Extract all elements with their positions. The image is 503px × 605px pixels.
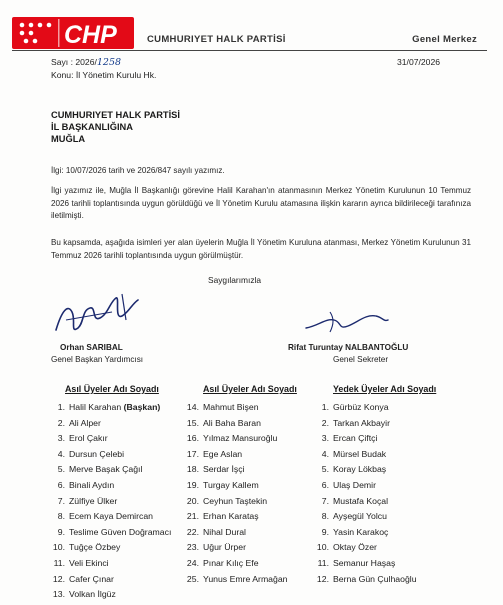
member-row: [46, 449, 171, 465]
signatory-2-title: Genel Sekreter: [333, 355, 389, 364]
member-row: [310, 402, 417, 418]
member-row: [180, 527, 288, 543]
member-name: Teslime Güven Doğramacı: [69, 526, 172, 537]
member-name: Cafer Çınar: [69, 573, 114, 584]
member-name: Ali Alper: [69, 417, 101, 428]
member-row: [180, 433, 288, 449]
member-number: 17.: [186, 448, 199, 459]
paragraph-1: İlgi yazımız ile, Muğla İl Başkanlığı görevine Halil Karahan'ın atanmasının Merkez Yönetim Kurulunun 10 Temmuz 2026 tarihli toplantısında uygun görüldüğü ve İl Yönetim Kurulu atamasına ilişkin kararın ayrıca bildirileceği tarafınıza iletilmişti.: [51, 186, 471, 220]
member-name: Ayşegül Yolcu: [333, 511, 387, 522]
member-name: Veli Ekinci: [69, 557, 109, 568]
member-row: [46, 574, 171, 590]
member-number: 7.: [321, 495, 329, 506]
member-row: [46, 480, 171, 496]
member-number: 23.: [186, 542, 199, 553]
member-number: 6.: [57, 479, 65, 490]
member-number: 1.: [321, 402, 329, 412]
member-row: [46, 527, 171, 543]
member-name: Semanur Haşaş: [333, 557, 396, 568]
member-number: 1.: [57, 402, 65, 412]
member-list-substitute: [310, 402, 417, 589]
member-name: Binali Aydın: [69, 479, 115, 490]
member-name: Ceyhun Taştekin: [203, 495, 268, 506]
member-number: 3.: [57, 433, 65, 444]
member-name: Erhan Karataş: [203, 511, 259, 522]
member-row: [46, 433, 171, 449]
member-name: Ercan Çiftçi: [333, 433, 378, 444]
member-row: [46, 511, 171, 527]
list-heading-substitute: Yedek Üyeler Adı Soyadı: [333, 384, 437, 394]
member-number: 16.: [186, 433, 199, 444]
member-number: 12.: [52, 573, 65, 584]
member-name: Dursun Çelebi: [69, 448, 125, 459]
member-row: [180, 449, 288, 465]
member-number: 11.: [317, 557, 329, 568]
member-name: Pınar Kılıç Efe: [203, 557, 259, 568]
member-number: 8.: [321, 511, 329, 522]
member-row: [310, 449, 417, 465]
member-row: [46, 558, 171, 574]
member-name: Mürsel Budak: [333, 448, 387, 459]
member-number: 11.: [53, 557, 65, 568]
document-date: 31/07/2026: [397, 57, 441, 67]
member-name: Tarkan Akbayir: [333, 417, 390, 428]
member-number: 22.: [186, 526, 199, 537]
member-name: Erol Çakır: [69, 433, 108, 444]
member-row: [46, 542, 171, 558]
chp-logo: [12, 16, 134, 50]
member-row: [310, 574, 417, 590]
header-divider: [12, 50, 487, 51]
member-row: [310, 511, 417, 527]
member-number: 7.: [57, 495, 65, 506]
header-party-name: CUMHURIYET HALK PARTİSİ: [147, 34, 286, 45]
member-list-primary-2: [180, 402, 288, 589]
member-number: 18.: [186, 464, 199, 475]
member-row: [180, 558, 288, 574]
member-name: Merve Başak Çağıl: [69, 464, 143, 475]
member-name: Yasin Karakoç: [333, 526, 389, 537]
member-number: 25.: [186, 573, 199, 584]
member-name: Zülfiye Ülker: [69, 495, 118, 506]
signatory-2-name: Rifat Turuntay NALBANTOĞLU: [288, 343, 409, 352]
subject-line: Konu: İl Yönetim Kurulu Hk.: [51, 70, 157, 80]
member-number: 12.: [316, 573, 329, 584]
member-number: 9.: [321, 526, 329, 537]
closing-text: Saygılarımızla: [208, 275, 262, 285]
member-name: Serdar İşçi: [203, 464, 245, 475]
member-name: Oktay Özer: [333, 542, 377, 553]
signatory-1-title: Genel Başkan Yardımcısı: [51, 355, 144, 364]
member-name: Ege Aslan: [203, 448, 243, 459]
member-number: 4.: [57, 448, 65, 459]
member-number: 15.: [186, 417, 199, 428]
signature-left-image: [52, 290, 142, 342]
member-number: 20.: [186, 495, 199, 506]
member-name: Yılmaz Mansuroğlu: [203, 433, 278, 444]
member-row: [310, 558, 417, 574]
reference-number: [51, 57, 121, 68]
member-row: [310, 464, 417, 480]
member-name: Ecem Kaya Demircan: [69, 511, 154, 522]
member-name: Ali Baha Baran: [203, 417, 261, 428]
member-number: 14.: [186, 402, 199, 412]
logo-text: CHP: [64, 21, 117, 49]
member-row: [46, 418, 171, 434]
member-list-primary-1: [46, 402, 171, 605]
member-name: Uğur Ürper: [203, 542, 246, 553]
signature-right-image: [300, 300, 390, 340]
member-number: 3.: [321, 433, 329, 444]
member-row: [180, 511, 288, 527]
member-number: 8.: [57, 511, 65, 522]
list-heading-primary-2: Asıl Üyeler Adı Soyadı: [203, 384, 297, 394]
member-number: 10.: [52, 542, 65, 553]
member-number: 10.: [316, 542, 329, 553]
member-row: [180, 574, 288, 590]
member-name: Volkan İlgüz: [69, 589, 116, 600]
list-heading-primary-1: Asıl Üyeler Adı Soyadı: [65, 384, 159, 394]
member-number: 2.: [57, 417, 65, 428]
member-role: (Başkan): [123, 402, 161, 412]
address-line-2: İL BAŞKANLIĞINA: [51, 122, 133, 132]
member-row: [310, 527, 417, 543]
member-number: 6.: [321, 479, 329, 490]
member-name: Turgay Kallem: [203, 479, 259, 490]
member-number: 24.: [186, 557, 199, 568]
member-number: 13.: [52, 589, 65, 600]
member-number: 5.: [321, 464, 329, 475]
member-row: [310, 542, 417, 558]
member-row: [180, 402, 288, 418]
member-number: 19.: [186, 479, 199, 490]
member-number: 9.: [57, 526, 65, 537]
member-row: [180, 542, 288, 558]
member-name: Tuğçe Özbey: [69, 542, 121, 553]
member-row: [310, 496, 417, 512]
reference-ilgi: İlgi: 10/07/2026 tarih ve 2026/847 sayılı yazımız.: [51, 166, 225, 175]
member-name: Gürbüz Konya: [333, 402, 389, 412]
member-name: Mahmut Bişen: [203, 402, 259, 412]
member-name: Halil Karahan: [69, 402, 122, 412]
paragraph-2: Bu kapsamda, aşağıda isimleri yer alan üyelerin Muğla İl Yönetim Kuruluna atanması, Merkez Yönetim Kurulunun 31 Temmuz 2026 tarihli toplantısında uygun görülmüştür.: [51, 238, 471, 260]
member-row: [180, 418, 288, 434]
member-name: Berna Gün Çulhaoğlu: [333, 573, 417, 584]
member-row: [310, 418, 417, 434]
address-line-1: CUMHURIYET HALK PARTİSİ: [51, 110, 180, 120]
member-row: [180, 496, 288, 512]
member-row: [46, 589, 171, 605]
header-office: Genel Merkez: [412, 34, 477, 45]
member-row: [180, 480, 288, 496]
member-name: Nihal Dural: [203, 526, 246, 537]
member-number: 21.: [186, 511, 199, 522]
member-row: [310, 480, 417, 496]
member-row: [46, 402, 171, 418]
member-row: [310, 433, 417, 449]
member-number: 4.: [321, 448, 329, 459]
address-line-3: MUĞLA: [51, 134, 86, 144]
reference-label: Sayı : 2026/: [51, 57, 97, 67]
member-name: Ulaş Demir: [333, 479, 376, 490]
member-number: 2.: [321, 417, 329, 428]
member-name: Yunus Emre Armağan: [203, 573, 288, 584]
member-row: [46, 464, 171, 480]
reference-handwritten-number: 1258: [96, 57, 122, 68]
member-name: Mustafa Koçal: [333, 495, 389, 506]
member-row: [46, 496, 171, 512]
member-number: 5.: [57, 464, 65, 475]
member-row: [180, 464, 288, 480]
signatory-1-name: Orhan SARIBAL: [60, 343, 123, 352]
member-name: Koray Lökbaş: [333, 464, 387, 475]
